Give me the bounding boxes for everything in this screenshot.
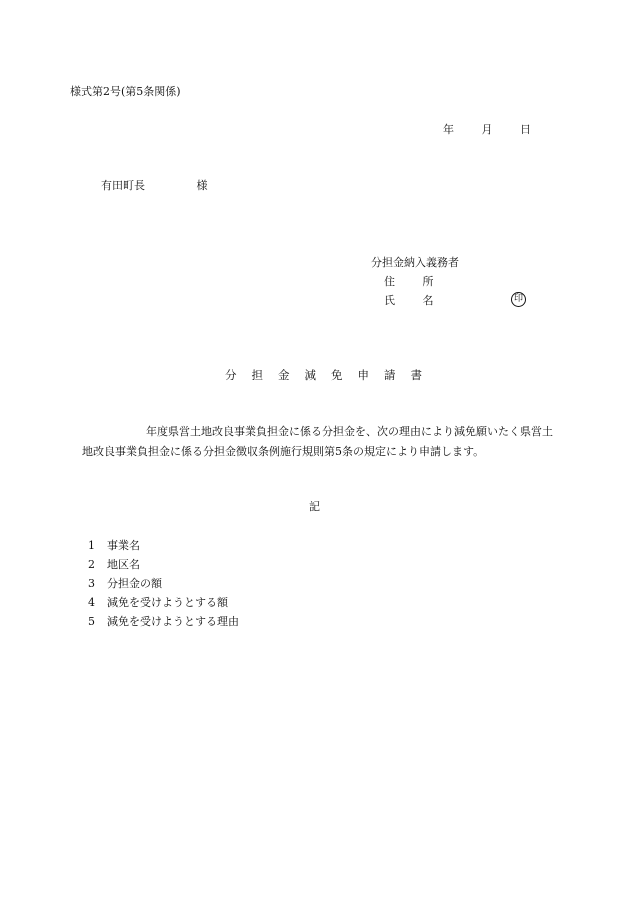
list-item [88, 540, 239, 559]
item-label: 地区名 [107, 558, 140, 571]
item-number: 5 [88, 615, 95, 628]
name-label: 氏 名 [384, 294, 446, 307]
item-number: 1 [88, 539, 95, 552]
items-list [88, 540, 239, 635]
list-item [88, 559, 239, 578]
applicant-role: 分担金納入義務者 [371, 256, 459, 269]
item-number: 4 [88, 596, 95, 609]
seal-icon: 印 [511, 292, 526, 307]
list-item [88, 597, 239, 616]
address-label: 住 所 [384, 275, 446, 288]
ki-heading: 記 [309, 500, 320, 513]
list-item [88, 578, 239, 597]
item-number: 2 [88, 558, 95, 571]
date-line [443, 124, 531, 135]
list-item [88, 616, 239, 635]
addressee-name: 有田町長 [101, 179, 145, 192]
date-year-label: 年 [443, 123, 454, 136]
body-paragraph: 年度県営土地改良事業負担金に係る分担金を、次の理由により減免願いたく県営土地改良事業負担金に係る分担金徴収条例施行規則第5条の規定により申請します。 [82, 425, 553, 458]
addressee [101, 180, 208, 191]
item-label: 減免を受けようとする理由 [107, 615, 239, 628]
item-label: 分担金の額 [107, 577, 162, 590]
addressee-honorific: 様 [196, 179, 208, 192]
form-number: 様式第2号(第5条関係) [70, 85, 181, 98]
item-number: 3 [88, 577, 95, 590]
date-month-label: 月 [481, 123, 493, 136]
item-label: 減免を受けようとする額 [107, 596, 228, 609]
document-title: 分担金減免申請書 [225, 368, 437, 382]
date-day-label: 日 [520, 123, 531, 136]
item-label: 事業名 [107, 539, 140, 552]
